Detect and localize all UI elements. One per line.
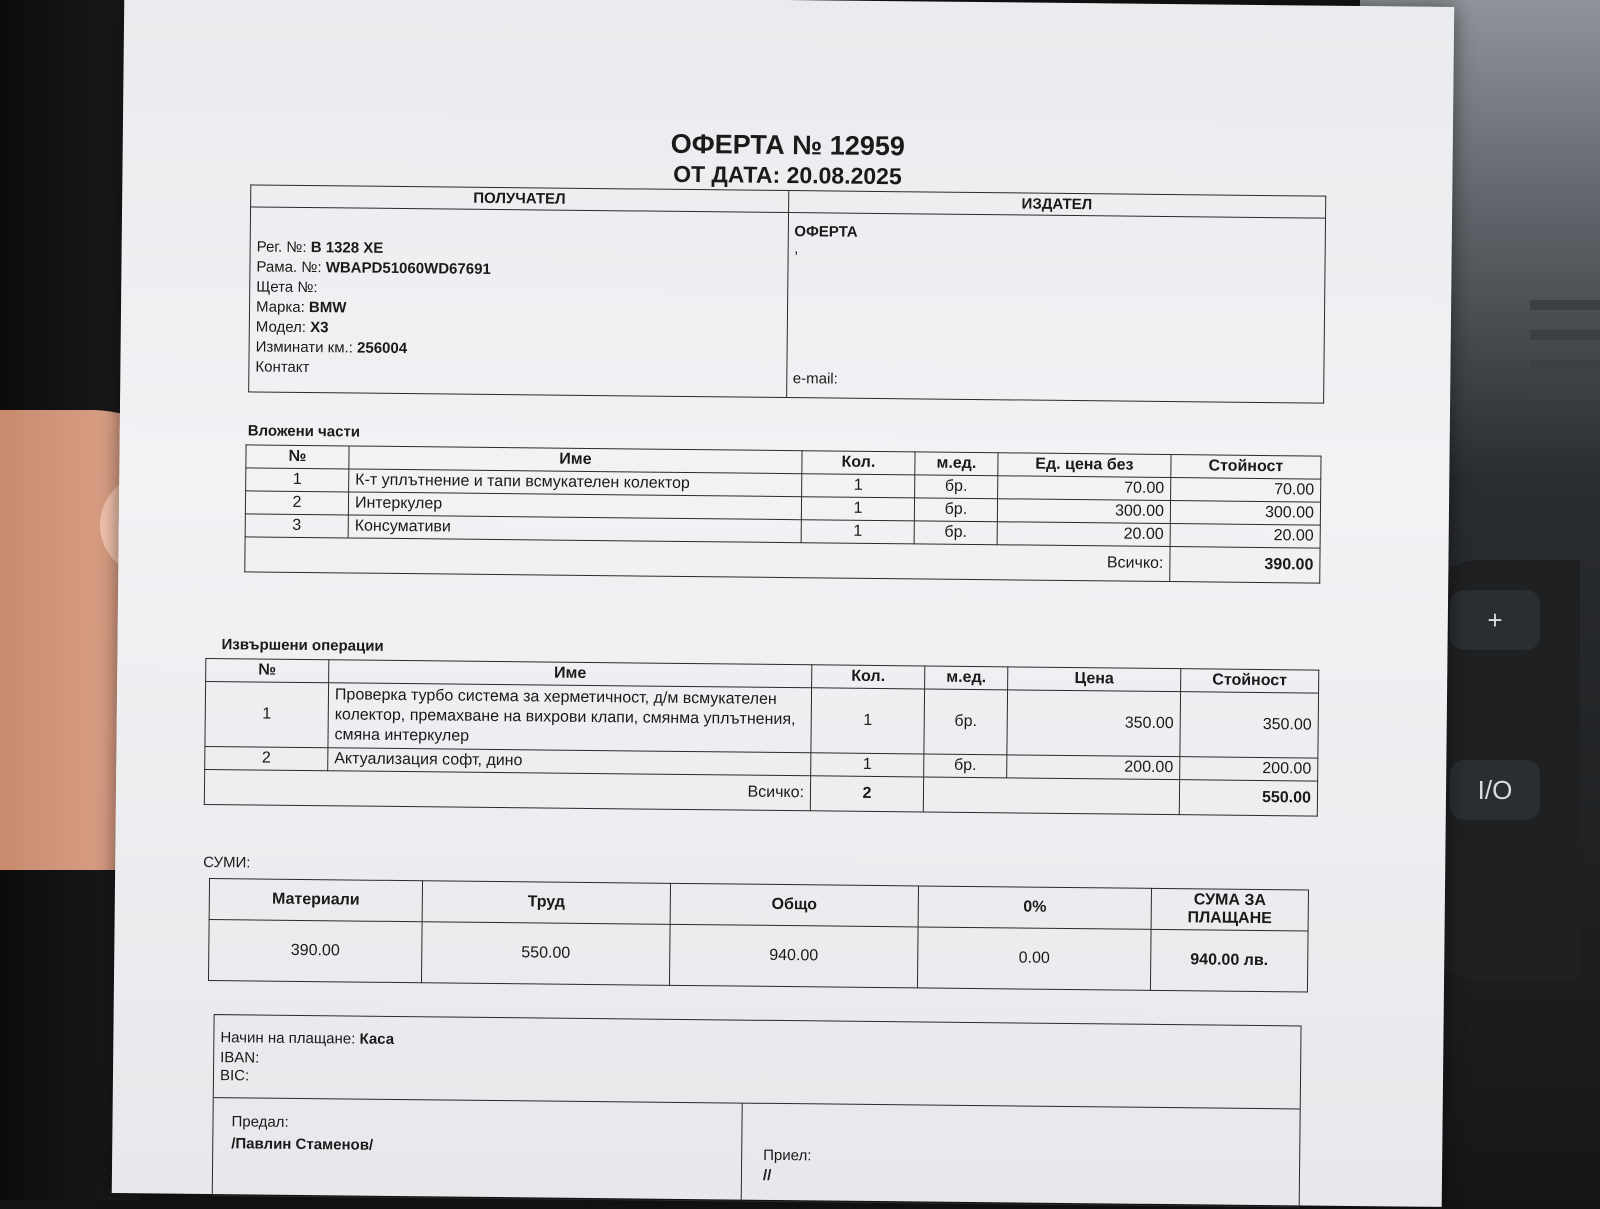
cell: бр.: [924, 689, 1008, 755]
cell: 70.00: [1171, 478, 1321, 503]
recipient-header: ПОЛУЧАТЕЛ: [251, 185, 789, 213]
cell: 350.00: [1007, 690, 1181, 757]
parts-label: Вложени части: [247, 422, 361, 441]
cell: 300.00: [997, 499, 1170, 524]
operations-total-qty: 2: [810, 776, 923, 812]
col-header: 0%: [918, 886, 1151, 929]
cell: 200.00: [1007, 755, 1180, 780]
col-header: Кол.: [802, 451, 915, 475]
make-value: BMW: [308, 299, 347, 317]
given-by-name: /Павлин Стаменов/: [231, 1135, 374, 1154]
payment-box: [212, 1014, 1302, 1207]
cell: бр.: [915, 475, 998, 499]
cell: 2: [205, 746, 328, 770]
frame-number: WBAPD51060WD67691: [325, 259, 491, 278]
cell: бр.: [914, 521, 997, 545]
sums-label: СУМИ:: [203, 853, 251, 872]
col-header: Труд: [422, 881, 670, 925]
operations-table: [204, 658, 1319, 817]
model-value: X3: [310, 319, 329, 337]
received-by-name: //: [762, 1166, 772, 1184]
total-label: Всичко:: [204, 769, 810, 810]
issuer-details: [786, 213, 1325, 404]
col-header: Име: [349, 446, 802, 474]
cell: 1: [801, 497, 914, 521]
cell: Интеркулер: [348, 492, 801, 520]
air-vent: [1530, 330, 1600, 340]
recipient-details: [249, 207, 788, 398]
col-header: м.ед.: [915, 452, 998, 476]
contact-label: Контакт: [255, 358, 310, 377]
col-header: СУМА ЗА ПЛАЩАНЕ: [1151, 888, 1308, 931]
air-vent: [1530, 390, 1600, 400]
reg-label: Рег. №:: [256, 238, 307, 256]
cell: Проверка турбо система за херметичност, д/м всмукателен колектор, премахване на вихрови клапи, смянма уплътнения, смяна интеркулер: [328, 683, 812, 753]
cell: 3: [245, 514, 348, 538]
volume-plus-button: +: [1450, 590, 1540, 650]
table-row: [205, 681, 1319, 758]
cell: 2: [245, 491, 348, 515]
model-label: Модел:: [255, 318, 307, 336]
cell: Консумативи: [348, 515, 801, 543]
col-header: Общо: [670, 883, 918, 927]
bic-label: BIC:: [219, 1067, 250, 1085]
cell: Актуализация софт, дино: [328, 748, 811, 776]
cell: бр.: [914, 498, 997, 522]
cell: К-т уплътнение и тапи всмукателен колектор: [349, 469, 802, 497]
payment-method-label: Начин на плащане:: [220, 1029, 356, 1048]
cell: 1: [802, 474, 915, 498]
issuer-name: ОФЕРТА: [794, 223, 858, 241]
col-header: Стойност: [1181, 669, 1319, 693]
labor-sum: 550.00: [421, 922, 670, 986]
cell: 20.00: [997, 522, 1170, 547]
cell: 20.00: [1170, 524, 1320, 549]
total-sum: 940.00: [669, 924, 918, 988]
vat-sum: 0.00: [917, 927, 1151, 990]
divider: [741, 1103, 743, 1201]
sums-table: [208, 878, 1309, 993]
divider: [214, 1097, 1300, 1109]
parts-table: [244, 444, 1321, 583]
sums-row: [208, 920, 1308, 993]
col-header: Материали: [209, 879, 422, 922]
empty-cell: [923, 777, 1179, 815]
km-label: Изминати км.:: [255, 338, 353, 357]
km-value: 256004: [356, 339, 408, 358]
total-label: Всичко:: [245, 537, 1170, 582]
col-header: №: [206, 658, 329, 682]
operations-total: 550.00: [1179, 780, 1317, 816]
offer-title: ОФЕРТА № 12959: [670, 128, 906, 162]
cell: 70.00: [998, 476, 1171, 501]
col-header: Цена: [1008, 667, 1181, 692]
col-header: Стойност: [1171, 455, 1321, 480]
offer-document: [112, 0, 1454, 1207]
air-vent: [1530, 360, 1600, 370]
col-header: Име: [329, 660, 812, 688]
payment-method: [220, 1029, 394, 1049]
issuer-header: ИЗДАТЕЛ: [788, 191, 1326, 219]
amount-due: 940.00 лв.: [1150, 929, 1308, 992]
cell: 350.00: [1180, 692, 1319, 758]
payment-method-value: Каса: [359, 1030, 395, 1048]
col-header: Ед. цена без: [998, 453, 1171, 478]
power-button: I/O: [1450, 760, 1540, 820]
issuer-address: ,: [794, 240, 799, 258]
cell: 1: [205, 681, 329, 747]
materials-sum: 390.00: [208, 920, 422, 983]
email-label: e-mail:: [792, 370, 838, 388]
make-label: Марка:: [255, 298, 305, 316]
col-header: м.ед.: [925, 666, 1008, 690]
parts-total: 390.00: [1170, 547, 1320, 584]
cell: бр.: [924, 754, 1007, 778]
reg-number: В 1328 ХЕ: [310, 239, 384, 257]
given-by-label: Предал:: [231, 1113, 289, 1131]
col-header: №: [246, 445, 349, 469]
cell: 1: [801, 520, 914, 544]
air-vent: [1530, 300, 1600, 310]
cell: 200.00: [1180, 757, 1318, 781]
parties-table: [248, 184, 1326, 403]
frame-label: Рама. №:: [256, 258, 322, 277]
cell: 1: [246, 468, 349, 492]
cell: 1: [811, 688, 925, 754]
operations-label: Извършени операции: [221, 636, 384, 655]
offer-date: ОТ ДАТА: 20.08.2025: [673, 160, 902, 190]
col-header: Кол.: [812, 665, 925, 689]
received-by-label: Приел:: [763, 1146, 812, 1165]
bill-label: Щета №:: [256, 278, 318, 297]
cell: 1: [811, 753, 924, 777]
iban-label: IBAN:: [220, 1049, 260, 1067]
cell: 300.00: [1170, 501, 1320, 526]
